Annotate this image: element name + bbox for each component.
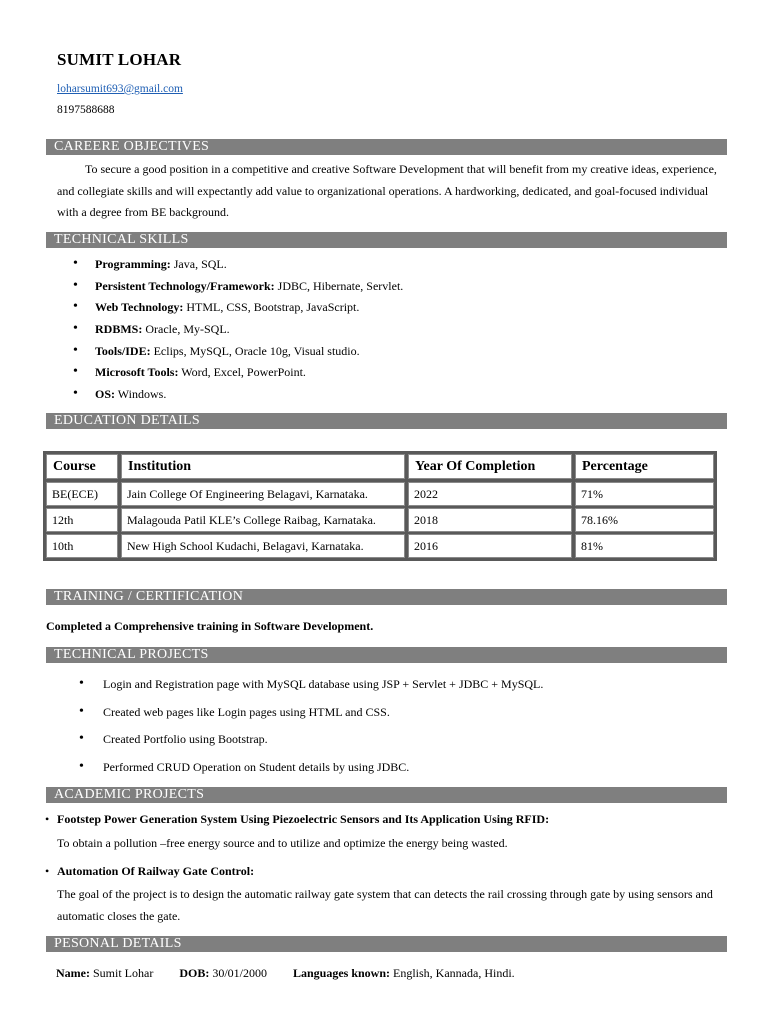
list-item: • Login and Registration page with MySQL database using JSP + Servlet + JDBC + MySQL.: [103, 677, 543, 692]
section-heading-personal: PESONAL DETAILS: [46, 936, 727, 952]
languages-label: Languages known:: [292, 966, 391, 980]
skill-value: HTML, CSS, Bootstrap, JavaScript.: [183, 300, 360, 314]
skill-label: Web Technology:: [95, 300, 184, 314]
table-header-cell: Institution: [121, 454, 405, 479]
section-heading-education: EDUCATION DETAILS: [46, 413, 727, 429]
dob-value: 30/01/2000: [209, 966, 267, 980]
list-item: [95, 322, 230, 337]
table-cell: 12th: [46, 508, 118, 532]
academic-project-desc: The goal of the project is to design the automatic railway gate system that can detects the rail crossing through gate by using sensors and automatic closes the gate.: [57, 887, 713, 923]
list-item: [95, 279, 403, 294]
phone-number: 8197588688: [57, 104, 115, 116]
skill-label: Microsoft Tools:: [95, 365, 179, 379]
list-item: • Created Portfolio using Bootstrap.: [103, 732, 268, 747]
list-item: [95, 387, 166, 402]
skill-value: Word, Excel, PowerPoint.: [178, 365, 306, 379]
dob-label: DOB:: [179, 966, 210, 980]
languages-value: English, Kannada, Hindi.: [390, 966, 515, 980]
academic-project-desc: To obtain a pollution –free energy source and to utilize and optimize the energy being wasted.: [57, 836, 508, 850]
skill-value: Windows.: [115, 387, 167, 401]
list-item: • Performed CRUD Operation on Student details by using JDBC.: [103, 760, 409, 775]
list-item: [95, 257, 227, 272]
table-header-cell: Year Of Completion: [408, 454, 572, 479]
skill-value: Oracle, My-SQL.: [142, 322, 230, 336]
table-cell: 71%: [575, 482, 714, 506]
table-cell: 78.16%: [575, 508, 714, 532]
table-cell: 2016: [408, 534, 572, 558]
list-item: [95, 365, 306, 380]
skill-label: Tools/IDE:: [95, 344, 151, 358]
list-item: [95, 300, 359, 315]
education-table: [43, 451, 717, 561]
skill-value: Eclips, MySQL, Oracle 10g, Visual studio.: [150, 344, 360, 358]
skill-label: OS:: [95, 387, 116, 401]
section-heading-skills: TECHNICAL SKILLS: [46, 232, 727, 248]
table-cell: 81%: [575, 534, 714, 558]
section-heading-objectives: CAREERE OBJECTIVES: [46, 139, 727, 155]
email-link[interactable]: loharsumit693@gmail.com: [57, 83, 183, 95]
candidate-name: SUMIT LOHAR: [57, 50, 182, 69]
skill-label: RDBMS:: [95, 322, 143, 336]
table-header-cell: Course: [46, 454, 118, 479]
objectives-text: [57, 159, 727, 224]
skill-label: Persistent Technology/Framework:: [95, 279, 275, 293]
name-label: Name:: [56, 966, 90, 980]
objectives-body: To secure a good position in a competitive and creative Software Development that will benefit from my creative ideas, experience, and collegiate skills and will expectantly add value to organizational operations. A hardworking, dedicated, and goal-focused individual with a degree from BE background.: [57, 162, 717, 219]
skill-value: Java, SQL.: [170, 257, 227, 271]
table-header-cell: Percentage: [575, 454, 714, 479]
table-cell: 2022: [408, 482, 572, 506]
list-item: [95, 344, 360, 359]
section-heading-academic: ACADEMIC PROJECTS: [46, 787, 727, 803]
skill-label: Programming:: [95, 257, 171, 271]
table-cell: Jain College Of Engineering Belagavi, Karnataka.: [121, 482, 405, 506]
personal-details-line: [56, 966, 515, 981]
section-heading-projects: TECHNICAL PROJECTS: [46, 647, 727, 663]
training-text: Completed a Comprehensive training in Software Development.: [46, 619, 374, 633]
bullet-icon: •: [45, 864, 50, 878]
academic-project-title: Automation Of Railway Gate Control:: [57, 864, 255, 878]
name-value: Sumit Lohar: [89, 966, 154, 980]
table-cell: Malagouda Patil KLE’s College Raibag, Karnataka.: [121, 508, 405, 532]
academic-project-title: Footstep Power Generation System Using Piezoelectric Sensors and Its Application Using RFID:: [57, 812, 550, 826]
table-cell: 10th: [46, 534, 118, 558]
table-cell: 2018: [408, 508, 572, 532]
skill-value: JDBC, Hibernate, Servlet.: [274, 279, 404, 293]
section-heading-training: TRAINING / CERTIFICATION: [46, 589, 727, 605]
list-item: • Created web pages like Login pages using HTML and CSS.: [103, 705, 390, 720]
table-cell: New High School Kudachi, Belagavi, Karnataka.: [121, 534, 405, 558]
table-cell: BE(ECE): [46, 482, 118, 506]
bullet-icon: •: [45, 812, 50, 826]
